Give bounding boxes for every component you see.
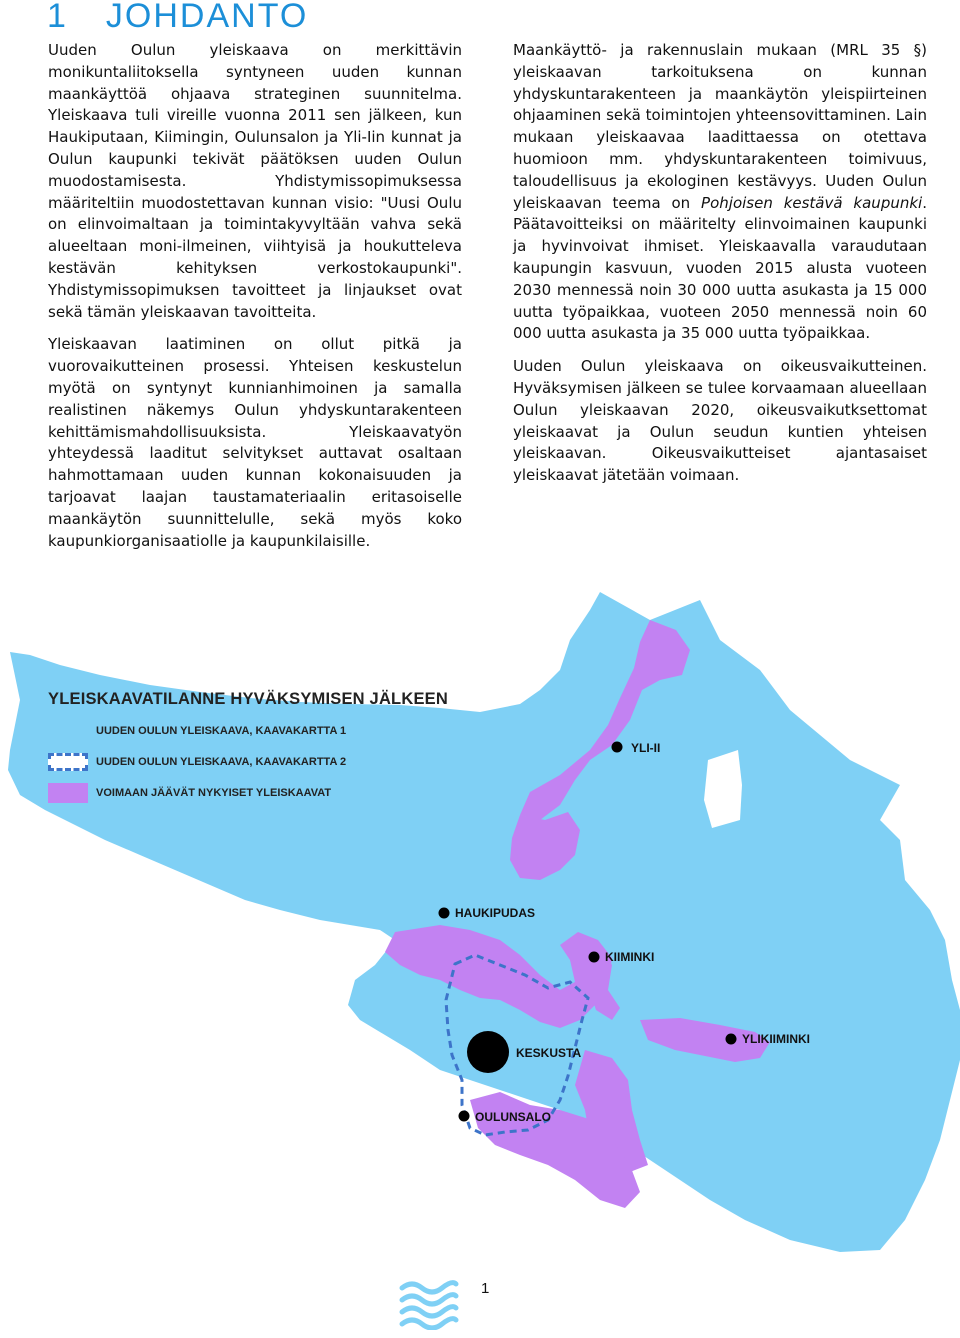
marker-oulunsalo (459, 1111, 470, 1122)
right-paragraph-1 (513, 40, 927, 345)
legend-row-current-plans (48, 777, 478, 808)
label-yli-ii: YLI-II (631, 741, 661, 755)
left-text-column (48, 40, 462, 563)
excluded-area (704, 750, 742, 828)
legend-swatch-map-2 (48, 753, 88, 771)
legend-label-map-2: UUDEN OULUN YLEISKAAVA, KAAVAKARTTA 2 (96, 755, 347, 768)
legend-row-map-2 (48, 746, 478, 777)
right-paragraph-1-start: Maankäyttö- ja rakennuslain mukaan (MRL 35 §) yleiskaavan tarkoituksena on kunnan yhdyskuntarakenteen ja maankäytön yleispiirteinen ohjaaminen sekä toimintojen yhteensovittaminen. Lain mukaan yleiskaavaa laadittaessa on otettava huomioon mm. yhdyskuntarakenteen toimivuus, taloudellisuus ja ekologinen kestävyys. Uuden Oulun yleiskaavan teema on (513, 41, 927, 212)
legend-swatch-current-plans (48, 783, 88, 803)
legend-swatch-map-1 (48, 721, 88, 741)
marker-keskusta (467, 1031, 509, 1073)
chapter-heading (47, 0, 308, 36)
chapter-title: JOHDANTO (105, 0, 309, 35)
left-paragraph-1: Uuden Oulun yleiskaava on merkittävin monikuntaliitoksella syntyneen uuden kunnan maankäyttöä ohjaava strateginen suunnitelma. Yleiskaava tuli vireille vuonna 2011 sen jälkeen, kun Haukiputaan, Kiimingin, Oulunsalon ja Yli-Iin kunnat ja Oulun kaupunki tekivät päätöksen uuden Oulun muodostamisesta. Yhdistymissopimuksessa määriteltiin muodostettavan kunnan visio: "Uusi Oulu on elinvoimaltaan ja toimintakyvyltään vahva sekä alueeltaan moni-ilmeinen, viihtyisä ja houkutteleva kestävän kehityksen verkostokaupunki". Yhdistymissopimuksen tavoitteet ja linjaukset ovat sekä tämän yleiskaavan tavoitteita. (48, 41, 462, 321)
wave-logo-icon (398, 1278, 460, 1330)
marker-haukipudas (439, 908, 450, 919)
legend-label-current-plans: VOIMAAN JÄÄVÄT NYKYISET YLEISKAAVAT (96, 786, 332, 799)
page-number: 1 (481, 1280, 490, 1297)
right-paragraph-2: Uuden Oulun yleiskaava on oikeusvaikutteinen. Hyväksymisen jälkeen se tulee korvaamaan alueellaan Oulun yleiskaavan 2020, oikeusvaikutksettomat yleiskaavat ja Oulun seudun kuntien yhteisen yleiskaavan. Oikeusvaikutteiset ajantasaiset yleiskaavat jätetään voimaan. (513, 357, 927, 485)
legend-row-map-1 (48, 715, 478, 746)
label-keskusta: KESKUSTA (516, 1046, 582, 1060)
marker-yli-ii (612, 742, 623, 753)
marker-kiiminki (589, 952, 600, 963)
left-paragraph-2: Yleiskaavan laatiminen on ollut pitkä ja vuorovaikutteinen prosessi. Yhteisen keskustelun myötä on syntynyt kunnianhimoinen ja samalla realistinen näkemys Oulun yhdyskuntarakenteen kehittämismahdollisuuksista. Yleiskaavatyön yhteydessä laaditut selvitykset auttavat osaltaan hahmottamaan uuden kunnan kokonaisuuden ja tarjoavat laajan taustamateriaalin eritasoiselle maankäytön suunnittelulle, sekä myös koko kaupunkiorganisaatiolle ja kaupunkilaisille. (48, 335, 462, 550)
label-haukipudas: HAUKIPUDAS (455, 906, 536, 920)
right-text-column (513, 40, 927, 498)
legend-title: YLEISKAAVATILANNE HYVÄKSYMISEN JÄLKEEN (48, 690, 448, 708)
right-paragraph-1-end: . Päätavoitteiksi on määritelty elinvoimainen kaupunki ja hyvinvoivat ihmiset. Yleiskaavalla varaudutaan kaupungin kasvuun, vuoden 2015 alusta vuoteen 2030 mennessä noin 30 000 uutta asukasta ja 15 000 uutta työpaikkaa, vuoteen 2050 mennessä noin 60 000 uutta asukasta ja 35 000 uutta työpaikkaa. (513, 193, 927, 343)
label-kiiminki: KIIMINKI (605, 950, 655, 964)
plan-status-map (0, 580, 960, 1260)
legend-label-map-1: UUDEN OULUN YLEISKAAVA, KAAVAKARTTA 1 (96, 724, 347, 737)
label-ylikiiminki: YLIKIIMINKI (742, 1032, 810, 1046)
theme-emphasis: Pohjoisen kestävä kaupunki (701, 193, 923, 212)
marker-ylikiiminki (726, 1034, 737, 1045)
label-oulunsalo: OULUNSALO (475, 1110, 551, 1124)
chapter-number: 1 (47, 0, 68, 35)
map-legend (48, 690, 478, 808)
